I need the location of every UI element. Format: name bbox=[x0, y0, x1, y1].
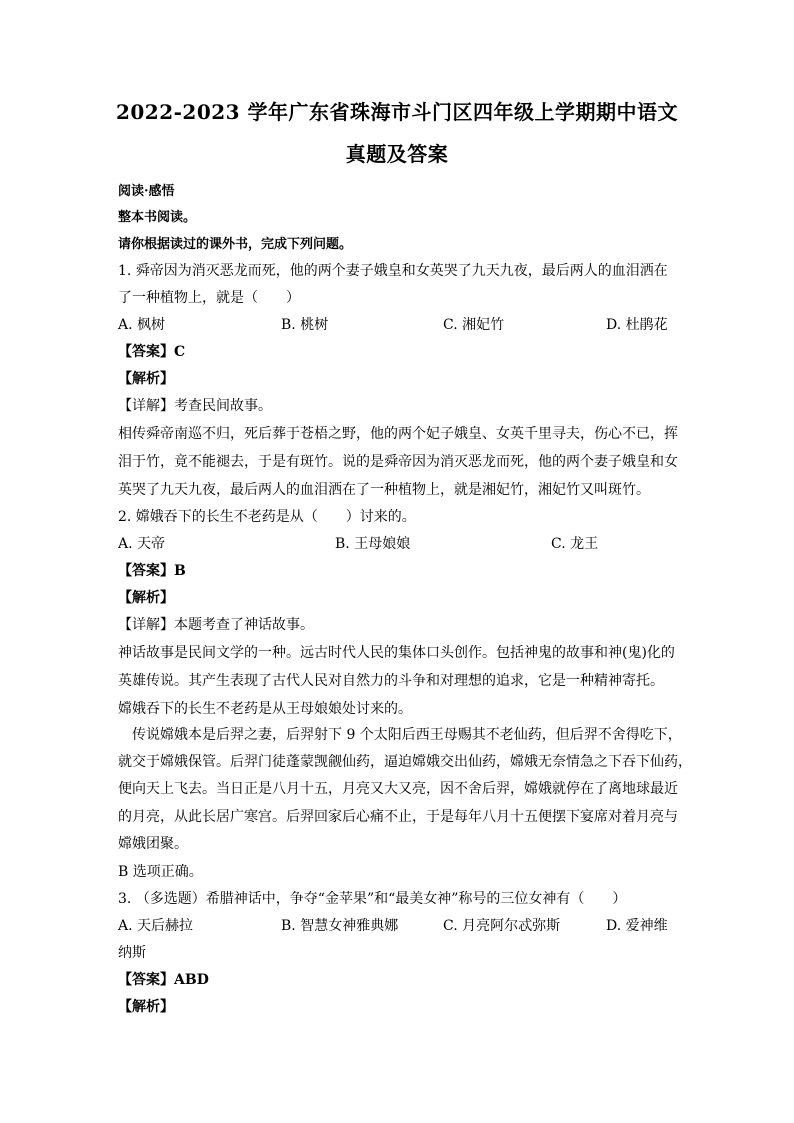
q1-option-b: B. 桃树 bbox=[281, 317, 329, 333]
q2-detail: 【详解】本题考查了神话故事。 bbox=[118, 617, 314, 633]
q3-option-a: A. 天后赫拉 bbox=[118, 918, 194, 934]
q2-explain-line: 就交于嫦娥保管。后羿门徒蓬蒙觊觎仙药，逼迫嫦娥交出仙药，嫦娥无奈情急之下吞下仙药， bbox=[118, 754, 692, 770]
section-instruction: 请你根据读过的课外书，完成下列问题。 bbox=[118, 237, 353, 252]
q3-answer: 【答案】ABD bbox=[118, 972, 209, 988]
q2-explain-line: 嫦娥吞下的长生不老药是从王母娘娘处讨来的。 bbox=[118, 701, 412, 717]
q2-option-c: C. 龙王 bbox=[551, 536, 599, 552]
q1-option-d: D. 杜鹃花 bbox=[606, 317, 668, 333]
q1-answer: 【答案】C bbox=[118, 344, 186, 360]
q3-option-c: C. 月亮阿尔忒弥斯 bbox=[443, 918, 561, 934]
q3-stem: 3. （多选题）希腊神话中，争夺“金苹果”和“最美女神”称号的三位女神有（ ） bbox=[118, 891, 627, 907]
document-title-line2: 真题及答案 bbox=[345, 142, 449, 166]
q2-explain-line: 的月亮，从此长居广寒宫。后羿回家后心痛不止，于是每年八月十五便摆下宴席对着月亮与 bbox=[118, 809, 678, 825]
q2-option-b: B. 王母娘娘 bbox=[335, 536, 411, 552]
q2-option-a: A. 天帝 bbox=[118, 536, 166, 552]
q2-analysis: 【解析】 bbox=[118, 590, 174, 606]
q2-explain-line: 英雄传说。其产生表现了古代人民对自然力的斗争和对理想的追求，它是一种精神寄托。 bbox=[118, 673, 664, 689]
q1-explain-line: 英哭了九天九夜，最后两人的血泪洒在了一种植物上，就是湘妃竹，湘妃竹又叫斑竹。 bbox=[118, 482, 650, 498]
q3-option-b: B. 智慧女神雅典娜 bbox=[281, 918, 399, 934]
q1-explain-line: 泪于竹，竟不能褪去，于是有斑竹。说的是舜帝因为消灭恶龙而死，他的两个妻子娥皇和女 bbox=[118, 454, 678, 470]
q2-explain-line: 便向天上飞去。当日正是八月十五，月亮又大又亮，因不舍后羿，嫦娥就停在了离地球最近 bbox=[118, 781, 678, 797]
q2-explain-line: 嫦娥团聚。 bbox=[118, 836, 188, 852]
section-subheading: 整本书阅读。 bbox=[118, 210, 197, 225]
q3-analysis: 【解析】 bbox=[118, 999, 174, 1015]
q2-answer: 【答案】B bbox=[118, 563, 186, 579]
q1-option-a: A. 枫树 bbox=[118, 317, 166, 333]
q2-explain-line: B 选项正确。 bbox=[118, 864, 203, 880]
q1-option-c: C. 湘妃竹 bbox=[443, 317, 505, 333]
section-heading: 阅读·感悟 bbox=[118, 184, 175, 199]
q2-stem: 2. 嫦娥吞下的长生不老药是从（ ）讨来的。 bbox=[118, 509, 416, 525]
q2-explain-line: 神话故事是民间文学的一种。远古时代人民的集体口头创作。包括神鬼的故事和神(鬼)化的 bbox=[118, 645, 675, 661]
document-title-line1: 2022-2023 学年广东省珠海市斗门区四年级上学期期中语文 bbox=[115, 100, 679, 124]
q1-stem-line2: 了一种植物上，就是（ ） bbox=[118, 290, 300, 306]
q3-option-d: D. 爱神维 bbox=[606, 918, 668, 934]
q1-analysis: 【解析】 bbox=[118, 371, 174, 387]
q1-explain-line: 相传舜帝南巡不归，死后葬于苍梧之野，他的两个妃子娥皇、女英千里寻夫，伤心不已，挥 bbox=[118, 426, 678, 442]
q3-option-d-wrap: 纳斯 bbox=[118, 945, 146, 961]
q1-detail: 【详解】考查民间故事。 bbox=[118, 398, 272, 414]
q1-stem-line1: 1. 舜帝因为消灭恶龙而死，他的两个妻子娥皇和女英哭了九天九夜，最后两人的血泪洒在 bbox=[118, 263, 668, 279]
q2-explain-line: 传说嫦娥本是后羿之妻，后羿射下 9 个太阳后西王母赐其不老仙药，但后羿不舍得吃下， bbox=[118, 727, 682, 743]
